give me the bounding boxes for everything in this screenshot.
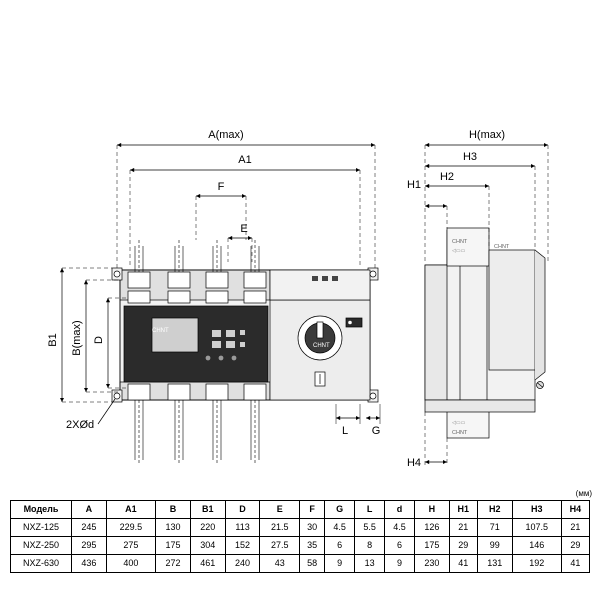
dim-label-b-max: B(max) — [71, 320, 83, 356]
cell-a1: 229.5 — [106, 519, 155, 537]
th-h3: H3 — [512, 501, 561, 519]
cell-h3: 192 — [512, 555, 561, 573]
cell-d-small: 4.5 — [385, 519, 415, 537]
cell-d: 240 — [225, 555, 260, 573]
cell-d-small: 6 — [385, 537, 415, 555]
th-g: G — [325, 501, 355, 519]
cell-l: 8 — [355, 537, 385, 555]
cell-h2: 131 — [477, 555, 512, 573]
cell-h4: 21 — [561, 519, 589, 537]
cell-g: 4.5 — [325, 519, 355, 537]
cell-l: 5.5 — [355, 519, 385, 537]
specification-table — [10, 500, 590, 573]
th-a1: A1 — [106, 501, 155, 519]
cell-h1: 29 — [449, 537, 477, 555]
svg-text:CHNT: CHNT — [494, 244, 510, 250]
cell-b1: 220 — [190, 519, 225, 537]
dim-label-f: F — [217, 181, 225, 193]
th-model: Модель — [11, 501, 72, 519]
table-row — [11, 555, 590, 573]
cell-a1: 275 — [106, 537, 155, 555]
dim-label-b1: B1 — [47, 333, 59, 347]
cell-e: 21.5 — [260, 519, 300, 537]
dim-label-h3: H3 — [462, 151, 478, 163]
cell-h4: 29 — [561, 537, 589, 555]
dim-label-2xod: 2XØd — [66, 419, 95, 431]
th-l: L — [355, 501, 385, 519]
cell-d-small: 9 — [385, 555, 415, 573]
dim-label-d: D — [93, 336, 105, 344]
table-row — [11, 537, 590, 555]
dim-label-g: G — [371, 425, 381, 437]
cell-h1: 21 — [449, 519, 477, 537]
cell-e: 43 — [260, 555, 300, 573]
svg-text:CHNT: CHNT — [452, 239, 468, 245]
th-f: F — [300, 501, 325, 519]
cell-h: 230 — [415, 555, 450, 573]
cell-f: 35 — [300, 537, 325, 555]
dim-label-h2: H2 — [439, 171, 455, 183]
cell-d: 152 — [225, 537, 260, 555]
cell-d: 113 — [225, 519, 260, 537]
th-b1: B1 — [190, 501, 225, 519]
svg-text:◁▭▭: ◁▭▭ — [452, 420, 466, 426]
svg-text:CHNT: CHNT — [152, 328, 169, 334]
cell-b: 130 — [156, 519, 191, 537]
cell-h2: 71 — [477, 519, 512, 537]
cell-h2: 99 — [477, 537, 512, 555]
table-header-row — [11, 501, 590, 519]
cell-h: 126 — [415, 519, 450, 537]
cell-b1: 461 — [190, 555, 225, 573]
cell-model: NXZ-125 — [11, 519, 72, 537]
cell-a: 295 — [72, 537, 107, 555]
th-e: E — [260, 501, 300, 519]
cell-h: 175 — [415, 537, 450, 555]
cell-b: 175 — [156, 537, 191, 555]
th-h1: H1 — [449, 501, 477, 519]
svg-text:CHNT: CHNT — [452, 430, 468, 436]
cell-g: 6 — [325, 537, 355, 555]
svg-text:CHNT: CHNT — [313, 343, 330, 349]
svg-text:◁▭▭: ◁▭▭ — [452, 248, 466, 254]
th-d-small: d — [385, 501, 415, 519]
dim-label-a1: A1 — [238, 154, 252, 166]
th-h2: H2 — [477, 501, 512, 519]
table-row — [11, 519, 590, 537]
cell-f: 58 — [300, 555, 325, 573]
th-a: A — [72, 501, 107, 519]
unit-note: (мм) — [575, 489, 592, 498]
cell-f: 30 — [300, 519, 325, 537]
cell-h4: 41 — [561, 555, 589, 573]
cell-h3: 146 — [512, 537, 561, 555]
cell-h3: 107.5 — [512, 519, 561, 537]
cell-b1: 304 — [190, 537, 225, 555]
cell-h1: 41 — [449, 555, 477, 573]
cell-model: NXZ-250 — [11, 537, 72, 555]
th-b: B — [156, 501, 191, 519]
cell-a1: 400 — [106, 555, 155, 573]
cell-b: 272 — [156, 555, 191, 573]
cell-l: 13 — [355, 555, 385, 573]
th-h4: H4 — [561, 501, 589, 519]
th-d: D — [225, 501, 260, 519]
dim-label-l: L — [341, 425, 349, 437]
dim-label-e: E — [240, 223, 248, 235]
dim-label-h-max: H(max) — [468, 129, 506, 141]
cell-a: 436 — [72, 555, 107, 573]
cell-model: NXZ-630 — [11, 555, 72, 573]
cell-e: 27.5 — [260, 537, 300, 555]
cell-g: 9 — [325, 555, 355, 573]
cell-a: 245 — [72, 519, 107, 537]
dim-label-h1: H1 — [406, 179, 421, 191]
dim-label-a-max: A(max) — [208, 129, 244, 141]
dim-label-h4: H4 — [406, 457, 421, 469]
th-h: H — [415, 501, 450, 519]
